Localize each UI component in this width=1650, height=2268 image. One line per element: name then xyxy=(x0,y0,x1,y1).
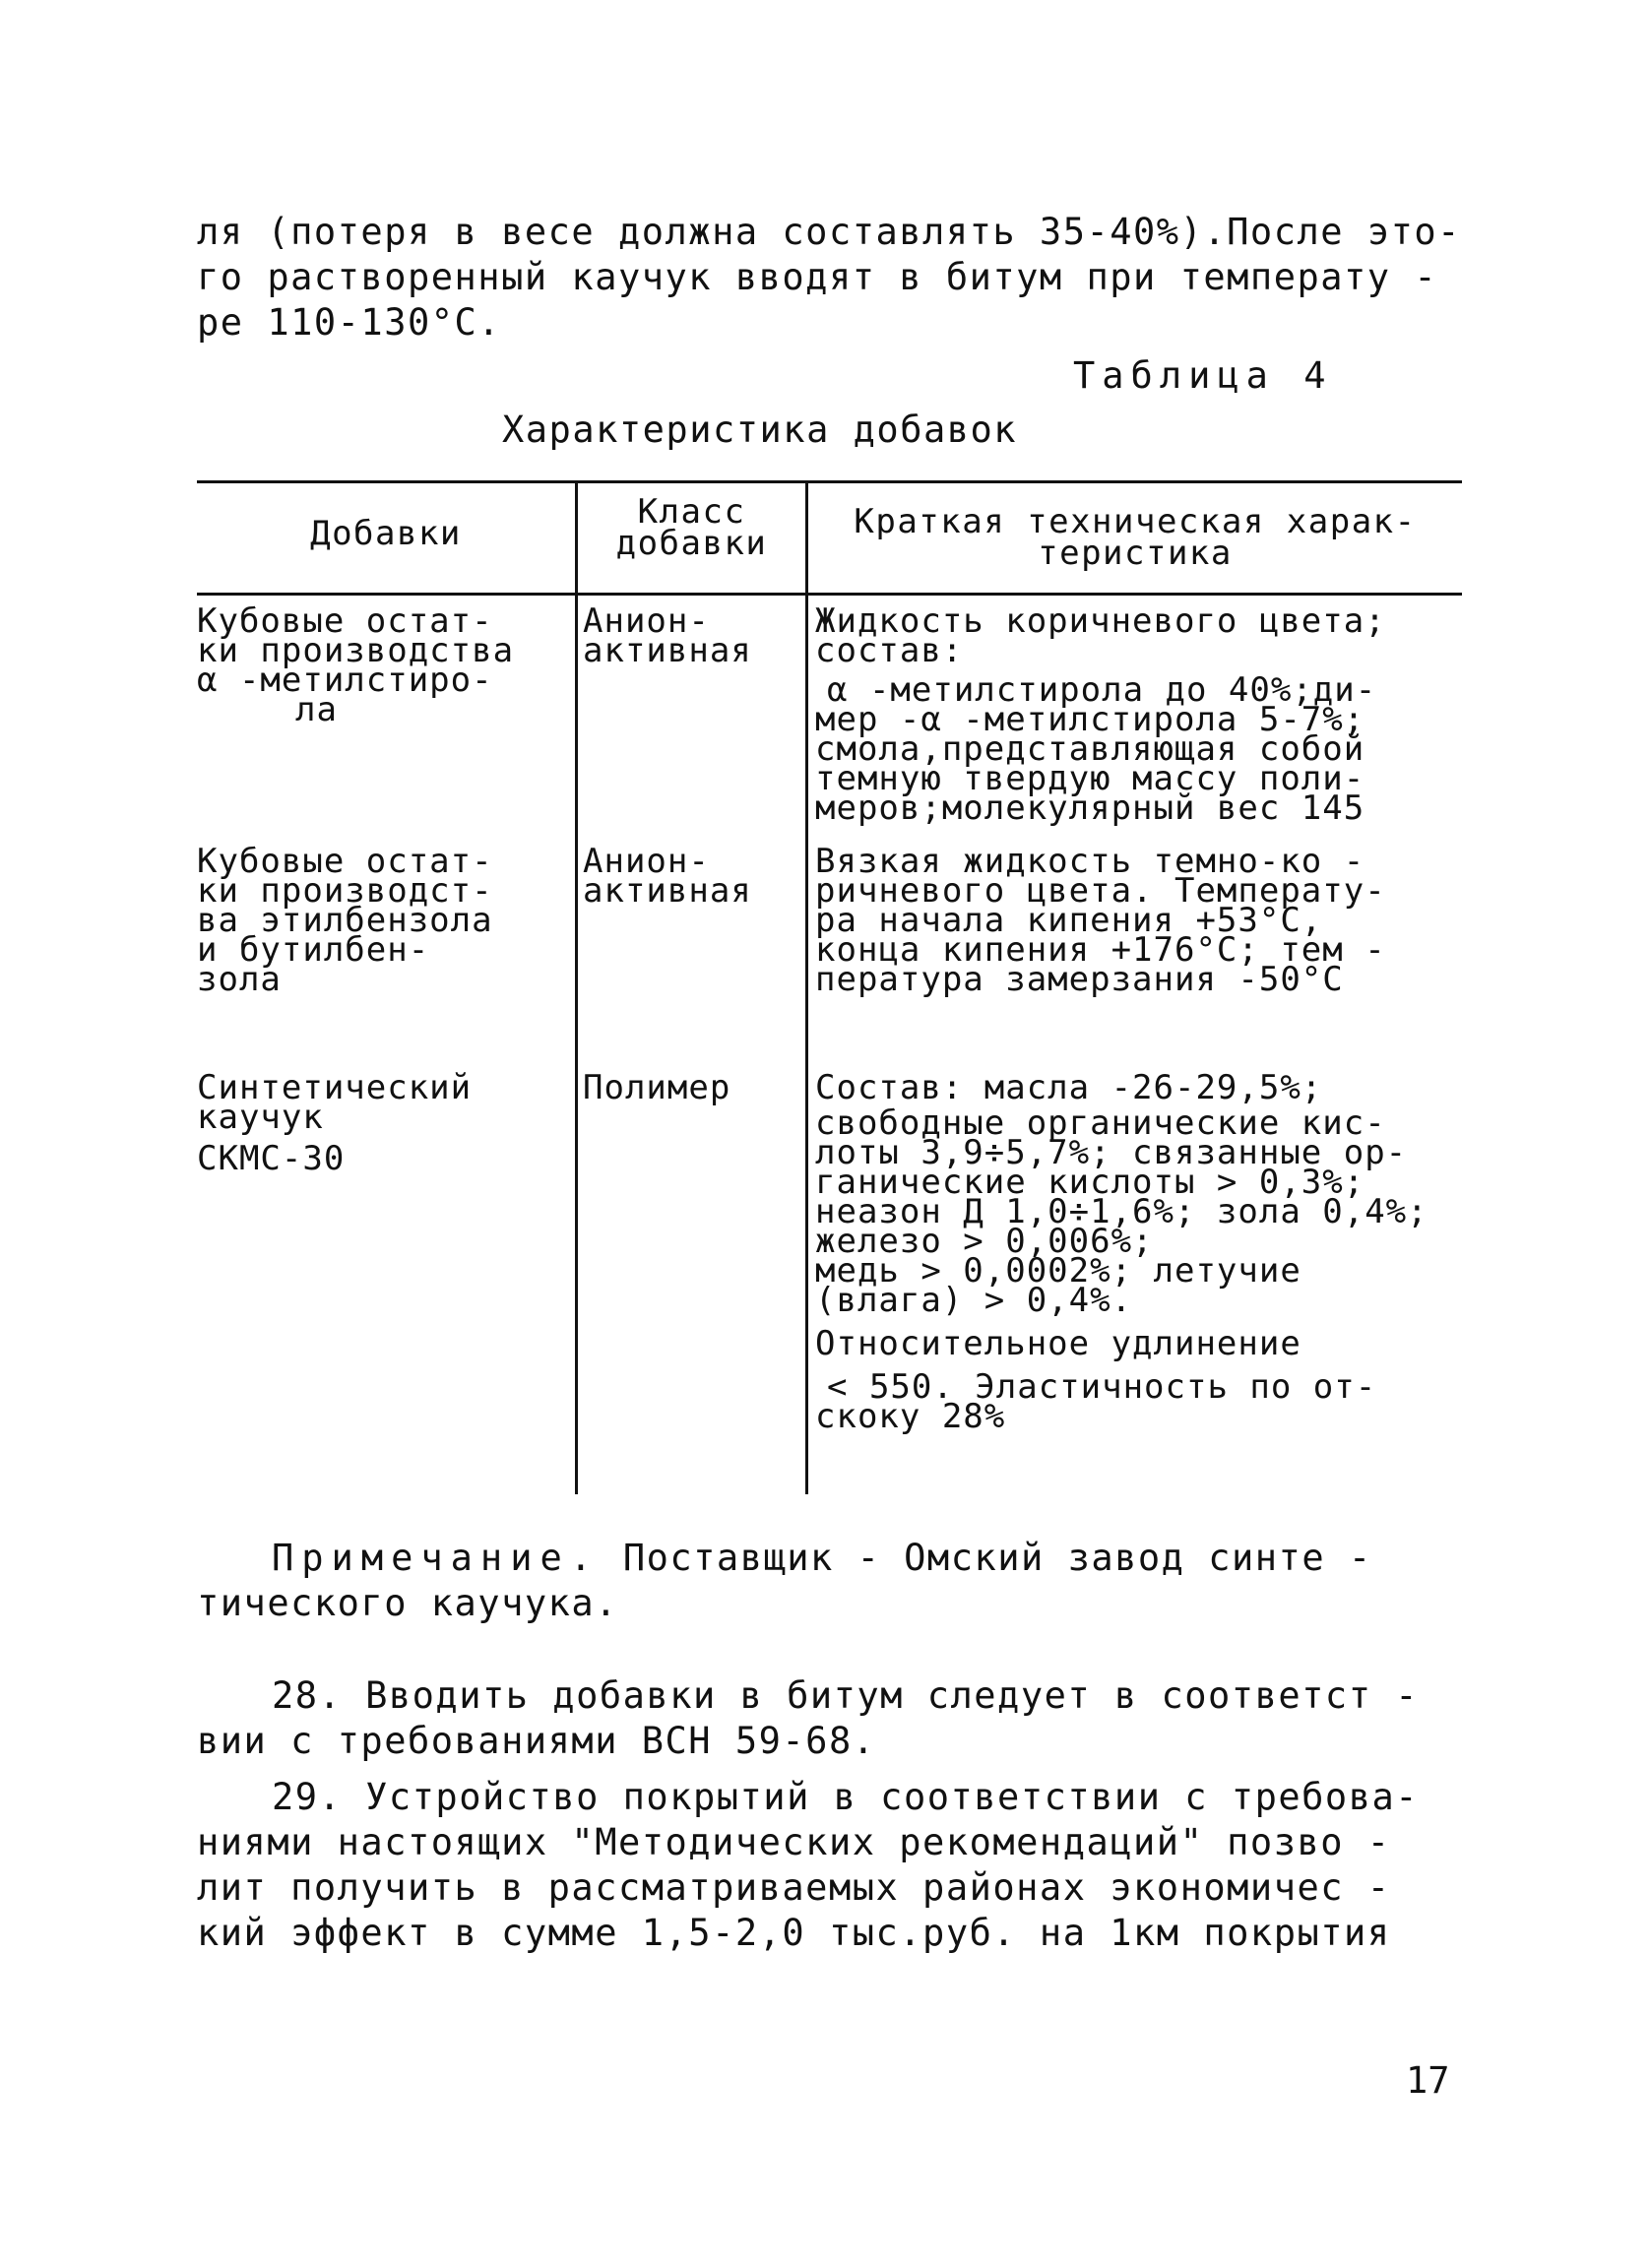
cell-text: СКМС-30 xyxy=(197,1139,346,1178)
intro-paragraph xyxy=(197,210,1462,346)
cell-text: Кубовые остат- xyxy=(197,842,493,881)
cell-text: Синтетический xyxy=(197,1068,473,1107)
cell-text: Жидкость коричневого цвета; xyxy=(815,601,1386,641)
paragraph-line: лит получить в рассматриваемых районах экономичес - xyxy=(197,1866,1391,1909)
table-top-rule xyxy=(197,480,1462,483)
cell-text: железо > 0,006%; xyxy=(815,1222,1154,1261)
row1-description xyxy=(815,601,1462,828)
header-text: теристика xyxy=(1038,534,1233,573)
cell-text: свободные органические кис- xyxy=(815,1103,1386,1143)
cell-text: ки производства xyxy=(197,631,515,670)
cell-text: лоты 3,9÷5,7%; связанные ор- xyxy=(815,1133,1408,1172)
cell-text: ла xyxy=(295,690,338,729)
cell-text: ра начала кипения +53°С, xyxy=(815,901,1323,940)
cell-text: ганические кислоты > 0,3%; xyxy=(815,1163,1365,1202)
table-note xyxy=(197,1536,1462,1626)
cell-text: Относительное удлинение xyxy=(815,1324,1301,1363)
cell-text: (влага) > 0,4%. xyxy=(815,1281,1133,1320)
row1-additive xyxy=(197,601,571,729)
cell-text: Анион- xyxy=(583,601,710,641)
cell-text: меров;молекулярный вес 145 xyxy=(815,788,1365,828)
paragraph-line: 29. Устройство покрытий в соответствии с требова- xyxy=(272,1776,1420,1818)
header-text: Класс xyxy=(637,492,746,532)
cell-text: зола xyxy=(197,960,282,999)
table-title: Характеристика добавок xyxy=(502,409,1018,451)
table-column-divider xyxy=(575,480,578,1494)
row3-additive xyxy=(197,1068,571,1178)
cell-text: Полимер xyxy=(583,1068,731,1107)
header-description xyxy=(808,502,1462,573)
additives-table xyxy=(197,471,1462,1494)
note-label: Примечание. xyxy=(272,1537,601,1579)
paragraph-line: кий эффект в сумме 1,5-2,0 тыс.руб. на 1км покрытия xyxy=(197,1912,1391,1954)
note-text: тического каучука. xyxy=(197,1582,618,1624)
paragraph-28 xyxy=(197,1673,1462,1764)
row2-description xyxy=(815,842,1462,999)
cell-text: активная xyxy=(583,871,752,911)
header-text: добавки xyxy=(615,524,768,563)
row3-class xyxy=(583,1068,803,1107)
intro-line: ля (потеря в весе должна составлять 35-40%).После это- xyxy=(197,211,1461,253)
paragraph-29 xyxy=(197,1775,1462,1956)
intro-line: го растворенный каучук вводят в битум при температу - xyxy=(197,256,1438,298)
table-column-divider xyxy=(805,480,808,1494)
cell-text: каучук xyxy=(197,1098,324,1137)
cell-text: смола,представляющая собой xyxy=(815,729,1365,769)
cell-text: α -метилстирола до 40%;ди- xyxy=(827,670,1377,710)
row3-description xyxy=(815,1068,1462,1436)
cell-text: неазон Д 1,0÷1,6%; зола 0,4%; xyxy=(815,1192,1428,1231)
cell-text: скоку 28% xyxy=(815,1397,1006,1436)
row1-class xyxy=(583,601,803,670)
cell-text: темную твердую массу поли- xyxy=(815,759,1365,798)
row2-additive xyxy=(197,842,571,999)
cell-text: α -метилстиро- xyxy=(197,661,493,700)
header-additives xyxy=(197,514,575,553)
cell-text: мер -α -метилстирола 5-7%; xyxy=(815,700,1365,739)
cell-text: конца кипения +176°С; тем - xyxy=(815,930,1386,970)
row2-class xyxy=(583,842,803,911)
header-class xyxy=(578,492,805,563)
paragraph-line: ниями настоящих "Методических рекомендаций" позво - xyxy=(197,1821,1391,1863)
cell-text: Состав: масла -26-29,5%; xyxy=(815,1068,1323,1107)
cell-text: < 550. Эластичность по от- xyxy=(827,1367,1377,1407)
cell-text: состав: xyxy=(815,631,964,670)
intro-line: ре 110-130°С. xyxy=(197,301,502,344)
cell-text: Анион- xyxy=(583,842,710,881)
paragraph-line: 28. Вводить добавки в битум следует в соответст - xyxy=(272,1674,1420,1717)
header-text: Добавки xyxy=(310,514,462,553)
cell-text: активная xyxy=(583,631,752,670)
cell-text: ричневого цвета. Температу- xyxy=(815,871,1386,911)
page-number: 17 xyxy=(1406,2059,1450,2102)
cell-text: и бутилбен- xyxy=(197,930,430,970)
paragraph-line: вии с требованиями ВСН 59-68. xyxy=(197,1720,876,1762)
cell-text: ки производст- xyxy=(197,871,493,911)
cell-text: пература замерзания -50°С xyxy=(815,960,1344,999)
header-text: Краткая техническая харак- xyxy=(854,502,1417,541)
cell-text: медь > 0,0002%; летучие xyxy=(815,1251,1301,1291)
table-header-rule xyxy=(197,593,1462,596)
cell-text: Кубовые остат- xyxy=(197,601,493,641)
table-number-label: Таблица 4 xyxy=(1073,354,1333,397)
cell-text: ва этилбензола xyxy=(197,901,493,940)
cell-text: Вязкая жидкость темно-ко - xyxy=(815,842,1365,881)
note-text: Поставщик - Омский завод синте - xyxy=(622,1537,1372,1579)
